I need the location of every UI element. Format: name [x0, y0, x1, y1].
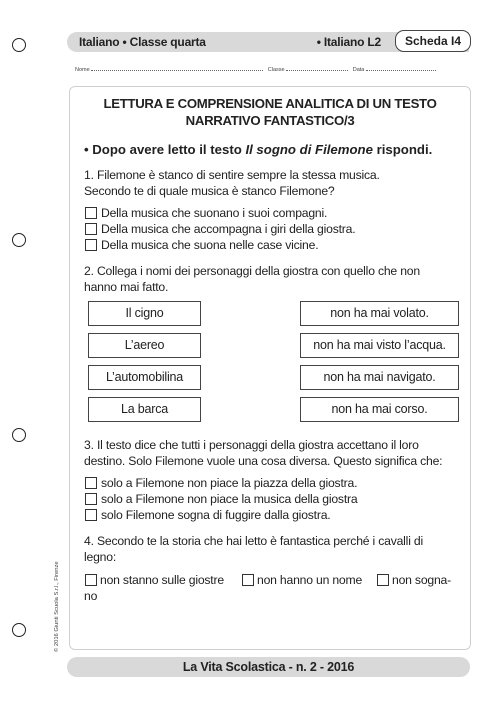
q3-option-3: solo Filemone sogna di fuggire dalla giostra. [101, 508, 331, 522]
q3-line-2: destino. Solo Filemone vuole una cosa diversa. Questo significa che: [84, 454, 443, 468]
date-field[interactable] [366, 66, 436, 71]
copyright-note: © 2016 Giunti Scuola S.r.l., Firenze [54, 561, 60, 652]
name-label: Nome [75, 67, 90, 73]
q1-line-1: 1. Filemone è stanco di sentire sempre la stessa musica. [84, 168, 380, 182]
q3-line-1: 3. Il testo dice che tutti i personaggi della giostra accettano il loro [84, 438, 419, 452]
q3-option-1-checkbox[interactable] [85, 477, 97, 489]
q2-line-2: hanno mai fatto. [84, 280, 169, 294]
title-line-1: LETTURA E COMPRENSIONE ANALITICA DI UN TESTO [103, 96, 437, 111]
action-box-3[interactable]: non ha mai navigato. [300, 365, 459, 390]
character-box-1[interactable]: Il cigno [88, 301, 201, 326]
q1-option-2-checkbox[interactable] [85, 223, 97, 235]
q1-option-3: Della musica che suona nelle case vicine. [101, 238, 319, 252]
q1-option-1-checkbox[interactable] [85, 207, 97, 219]
title-line-2: NARRATIVO FANTASTICO/3 [185, 113, 355, 128]
q4-option-2: non hanno un nome [257, 573, 363, 587]
q4-line-2: legno: [84, 550, 117, 564]
binder-hole-bottom [12, 623, 26, 637]
date-label: Data [352, 67, 365, 73]
instruction [84, 142, 432, 157]
q4-option-1-checkbox[interactable] [85, 574, 97, 586]
q3-option-3-checkbox[interactable] [85, 509, 97, 521]
worksheet-body [69, 86, 471, 650]
q2-line-1: 2. Collega i nomi dei personaggi della giostra con quello che non [84, 264, 420, 278]
student-fields [75, 66, 436, 73]
q1-option-1: Della musica che suonano i suoi compagni. [101, 206, 328, 220]
instruction-suffix: rispondi. [372, 142, 433, 157]
action-box-2[interactable]: non ha mai visto l’acqua. [300, 333, 459, 358]
footer-bar: La Vita Scolastica - n. 2 - 2016 [67, 657, 470, 677]
q1-option-3-checkbox[interactable] [85, 239, 97, 251]
q4-option-3: non sogna- [392, 573, 451, 587]
q3-option-2-checkbox[interactable] [85, 493, 97, 505]
action-box-4[interactable]: non ha mai corso. [300, 397, 459, 422]
binder-hole-top [12, 38, 26, 52]
header-subject-class: Italiano • Classe quarta [79, 35, 206, 49]
action-box-1[interactable]: non ha mai volato. [300, 301, 459, 326]
binder-hole-upper [12, 233, 26, 247]
class-field[interactable] [286, 66, 348, 71]
q4-option-2-checkbox[interactable] [242, 574, 254, 586]
character-box-3[interactable]: L’automobilina [88, 365, 201, 390]
q4-option-1: non stanno sulle giostre [100, 573, 224, 587]
q4-option-3-checkbox[interactable] [377, 574, 389, 586]
header-course: • Italiano L2 [316, 35, 381, 49]
worksheet-tab: Scheda I4 [395, 30, 471, 52]
q1-line-2: Secondo te di quale musica è stanco Filemone? [84, 184, 335, 198]
header-bar [67, 32, 469, 52]
q3-option-2: solo a Filemone non piace la musica della giostra [101, 492, 358, 506]
instruction-book-title: Il sogno di Filemone [245, 142, 373, 157]
name-field[interactable] [91, 66, 263, 71]
character-box-4[interactable]: La barca [88, 397, 201, 422]
q3-option-1: solo a Filemone non piace la piazza della giostra. [101, 476, 358, 490]
instruction-prefix: • Dopo avere letto il testo [84, 142, 246, 157]
binder-hole-lower [12, 428, 26, 442]
q4-option-3-continued: no [84, 589, 98, 603]
q1-option-2: Della musica che accompagna i giri della giostra. [101, 222, 356, 236]
character-box-2[interactable]: L’aereo [88, 333, 201, 358]
q4-line-1: 4. Secondo te la storia che hai letto è fantastica perché i cavalli di [84, 534, 423, 548]
class-label: Classe [267, 67, 285, 73]
